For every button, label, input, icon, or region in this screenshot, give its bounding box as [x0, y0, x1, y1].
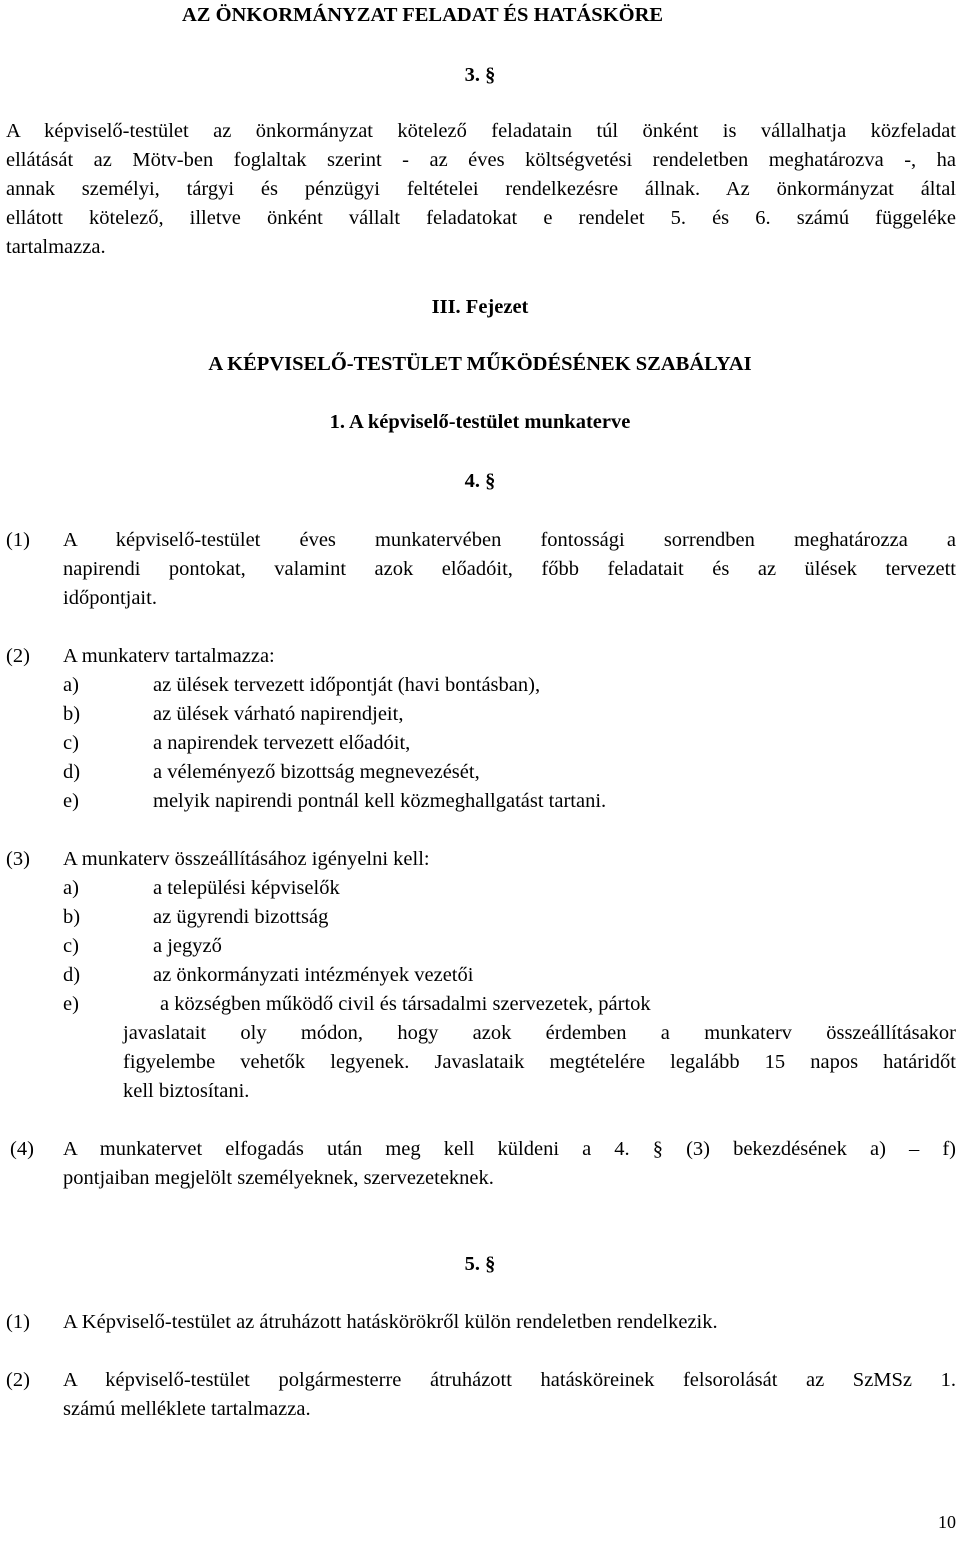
list-item-letter: d): [63, 964, 81, 986]
list-item-letter: b): [63, 703, 81, 725]
section-3-line-2: ellátását az Mötv-ben foglaltak szerint - az éves költségvetési rendeletben meghatározva -, ha: [6, 149, 956, 171]
list-item: melyik napirendi pontnál kell közmeghallgatást tartani.: [153, 790, 607, 812]
chapter-subtitle: 1. A képviselő-testület munkaterve: [329, 411, 631, 433]
section-3-line-5: tartalmazza.: [6, 236, 106, 258]
list-item: az ülések tervezett időpontját (havi bontásban),: [153, 674, 541, 696]
list-item: az önkormányzati intézmények vezetői: [153, 964, 474, 986]
list-item-letter: e): [63, 790, 79, 812]
paragraph-number: (1): [6, 1311, 30, 1333]
list-item: a napirendek tervezett előadóit,: [153, 732, 411, 754]
paragraph-number: (1): [6, 529, 30, 551]
list-item: a települési képviselők: [153, 877, 340, 899]
section-5-heading: 5. §: [464, 1253, 496, 1275]
section-4-p1-line-2: napirendi pontokat, valamint azok előadóit, főbb feladatait és az ülések tervezett: [63, 558, 956, 580]
section-3-heading: 3. §: [464, 64, 496, 86]
section-3-line-3: annak személyi, tárgyi és pénzügyi feltételei rendelkezésre állnak. Az önkormányzat által: [6, 178, 956, 200]
list-item: a véleményező bizottság megnevezését,: [153, 761, 480, 783]
list-item-letter: b): [63, 906, 81, 928]
section-4-p1-line-3: időpontjait.: [63, 587, 157, 609]
section-5-p2-line-1: A képviselő-testület polgármesterre átruházott hatásköreinek felsorolását az SzMSz 1.: [63, 1369, 956, 1391]
section-4-p3-continuation-1: javaslatait oly módon, hogy azok érdemben a munkaterv összeállításakor: [123, 1022, 956, 1044]
list-item-letter: a): [63, 674, 79, 696]
section-4-p3-intro: A munkaterv összeállításához igényelni kell:: [63, 848, 430, 870]
list-item-letter: c): [63, 732, 79, 754]
list-item-letter: a): [63, 877, 79, 899]
paragraph-number: (2): [6, 645, 30, 667]
section-5-p1-text: A Képviselő-testület az átruházott hatáskörökről külön rendeletben rendelkezik.: [63, 1311, 718, 1333]
list-item: az ügyrendi bizottság: [153, 906, 329, 928]
list-item-letter: e): [63, 993, 79, 1015]
section-4-p4-line-1: A munkatervet elfogadás után meg kell küldeni a 4. § (3) bekezdésének a) – f): [63, 1138, 956, 1160]
list-item: a jegyző: [153, 935, 222, 957]
section-4-p4-line-2: pontjaiban megjelölt személyeknek, szervezeteknek.: [63, 1167, 494, 1189]
list-item: a községben működő civil és társadalmi szervezetek, pártok: [160, 993, 651, 1015]
section-4-p3-continuation-3: kell biztosítani.: [123, 1080, 250, 1102]
section-4-p3-continuation-2: figyelembe vehetők legyenek. Javaslataik megtételére legalább 15 napos határidőt: [123, 1051, 956, 1073]
paragraph-number: (3): [6, 848, 30, 870]
chapter-number: III. Fejezet: [431, 296, 529, 318]
section-4-p1-line-1: A képviselő-testület éves munkatervében fontossági sorrendben meghatározza a: [63, 529, 956, 551]
page-number: 10: [938, 1512, 956, 1532]
chapter-title: A KÉPVISELŐ-TESTÜLET MŰKÖDÉSÉNEK SZABÁLYAI: [208, 353, 752, 375]
section-3-line-4: ellátott kötelező, illetve önként vállalt feladatokat e rendelet 5. és 6. számú függeléke: [6, 207, 956, 229]
section-3-line-1: A képviselő-testület az önkormányzat kötelező feladatain túl önként is vállalhatja közfeladat: [6, 120, 956, 142]
paragraph-number: (2): [6, 1369, 30, 1391]
list-item-letter: c): [63, 935, 79, 957]
page-title: AZ ÖNKORMÁNYZAT FELADAT ÉS HATÁSKÖRE: [182, 4, 664, 26]
section-5-p2-line-2: számú melléklete tartalmazza.: [63, 1398, 311, 1420]
list-item: az ülések várható napirendjeit,: [153, 703, 404, 725]
section-4-heading: 4. §: [464, 470, 496, 492]
list-item-letter: d): [63, 761, 81, 783]
paragraph-number: (4): [10, 1138, 34, 1160]
section-4-p2-intro: A munkaterv tartalmazza:: [63, 645, 275, 667]
